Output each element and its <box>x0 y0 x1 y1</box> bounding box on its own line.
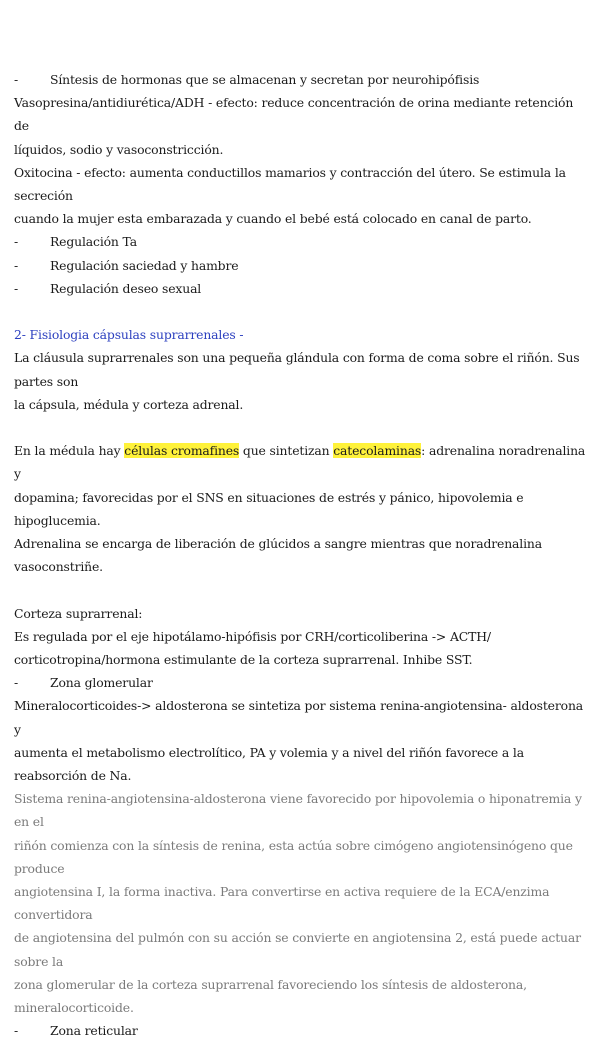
gray-line-2: riñón comienza con la síntesis de renina, esta actúa sobre cimógeno angiotensinógeno que produce <box>14 837 573 876</box>
gray-line-6: mineralocorticoide. <box>14 1000 134 1016</box>
bullet-deseo <box>14 277 586 300</box>
gray-line-4: de angiotensina del pulmón con su acción se convierte en angiotensina 2, está puede actuar sobre la <box>14 930 581 969</box>
medula-line-1 <box>14 439 586 485</box>
medula-mid: que sintetizan <box>239 443 334 459</box>
bullet-text: Regulación Ta <box>50 234 137 250</box>
oxitocina-line-1: Oxitocina - efecto: aumenta conductillos mamarios y contracción del útero. Se estimula la secreción <box>14 164 566 204</box>
section-heading: 2- Fisiologia cápsulas suprarrenales - <box>14 327 244 343</box>
bullet-saciedad <box>14 254 586 277</box>
mineral-line-1: Mineralocorticoides-> aldosterona se sintetiza por sistema renina-angiotensina- aldosterona y <box>14 698 584 737</box>
bullet-dash: - <box>14 257 19 273</box>
bullet-dash: - <box>14 72 19 87</box>
bullet-synthesis <box>14 68 586 91</box>
blank-line <box>14 416 586 439</box>
medula-line-3: Adrenalina se encarga de liberación de glúcidos a sangre mientras que noradrenalina vasoconstriñe. <box>14 536 542 575</box>
corteza-title: Corteza suprarrenal: <box>14 605 143 621</box>
corteza-line-1: Es regulada por el eje hipotálamo-hipófisis por CRH/corticoliberina -> ACTH/ <box>14 628 491 644</box>
gray-line-1: Sistema renina-angiotensina-aldosterona viene favorecido por hipovolemia o hiponatremia y en el <box>14 791 582 830</box>
bullet-glomerular <box>14 671 586 694</box>
blank-line <box>14 300 586 323</box>
bullet-text: Zona glomerular <box>50 675 153 691</box>
bullet-text: Zona reticular <box>50 1023 138 1039</box>
corteza-line-2: corticotropina/hormona estimulante de la corteza suprarrenal. Inhibe SST. <box>14 652 473 668</box>
bullet-text: Regulación deseo sexual <box>50 280 202 296</box>
bullet-reticular <box>14 1019 586 1042</box>
blank-line <box>14 578 586 601</box>
oxitocina-line-2: cuando la mujer esta embarazada y cuando el bebé está colocado en canal de parto. <box>14 211 532 227</box>
bullet-dash: - <box>14 675 19 691</box>
bullet-dash: - <box>14 280 19 296</box>
vasopresina-line-2: líquidos, sodio y vasoconstricción. <box>14 141 224 157</box>
highlight-celulas-cromafines: células cromafines <box>124 443 240 459</box>
gray-line-5: zona glomerular de la corteza suprarrenal favoreciendo los síntesis de aldosterona, <box>14 976 527 992</box>
gray-line-3: angiotensina I, la forma inactiva. Para convertirse en activa requiere de la ECA/enzima convertidora <box>14 884 550 923</box>
medula-line-2: dopamina; favorecidas por el SNS en situaciones de estrés y pánico, hipovolemia e hipoglucemia. <box>14 489 524 528</box>
bullet-text: Síntesis de hormonas que se almacenan y secretan por neurohipófisis <box>50 72 480 87</box>
mineral-line-2: aumenta el metabolismo electrolítico, PA y volemia y a nivel del riñón favorece a la reabsorción de Na. <box>14 744 524 784</box>
bullet-dash: - <box>14 234 19 250</box>
highlight-catecolaminas: catecolaminas <box>333 443 422 459</box>
bullet-ta <box>14 230 586 253</box>
medula-prefix: En la médula hay <box>14 443 125 459</box>
medula-suffix: : adrenalina noradrenalina y <box>14 443 586 482</box>
bullet-text: Regulación saciedad y hambre <box>50 257 239 273</box>
intro-line-1: La cláusula suprarrenales son una pequeña glándula con forma de coma sobre el riñón. Sus partes son <box>14 350 580 389</box>
vasopresina-line-1: Vasopresina/antidiurética/ADH - efecto: reduce concentración de orina mediante retención de <box>14 95 574 134</box>
intro-line-2: la cápsula, médula y corteza adrenal. <box>14 396 244 412</box>
bullet-dash: - <box>14 1023 19 1039</box>
